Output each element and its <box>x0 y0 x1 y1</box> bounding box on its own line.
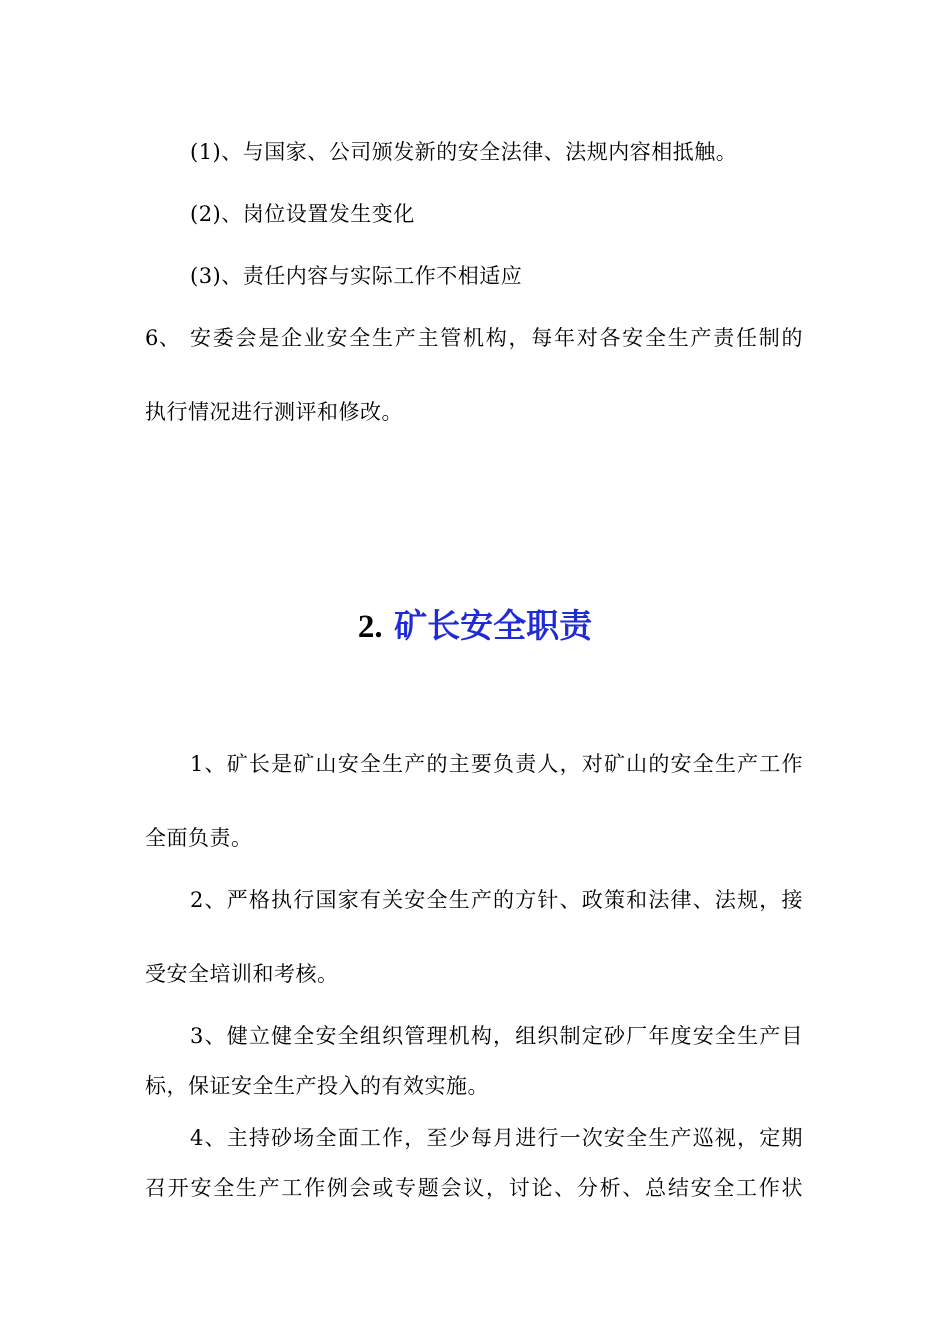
condition-item-2: (2)、岗位设置发生变化 <box>190 202 415 226</box>
item-6-line-2: 执行情况进行测评和修改。 <box>145 400 403 424</box>
condition-item-1: (1)、与国家、公司颁发新的安全法律、法规内容相抵触。 <box>190 140 738 164</box>
duty-2-line-2: 受安全培训和考核。 <box>145 962 339 986</box>
duty-1-line-2: 全面负责。 <box>145 826 253 850</box>
duty-3-line-2: 标，保证安全生产投入的有效实施。 <box>145 1074 489 1098</box>
item-6-number: 6、 <box>145 326 181 350</box>
duty-3-line-1: 3、健立健全安全组织管理机构，组织制定砂厂年度安全生产目 <box>190 1024 803 1048</box>
duty-4-line-1: 4、主持砂场全面工作，至少每月进行一次安全生产巡视，定期 <box>190 1126 803 1150</box>
duty-4-line-2: 召开安全生产工作例会或专题会议，讨论、分析、总结安全工作状 <box>145 1176 803 1200</box>
duty-1-line-1: 1、矿长是矿山安全生产的主要负责人，对矿山的安全生产工作 <box>190 752 803 776</box>
section-title: 矿长安全职责 <box>394 606 593 645</box>
duty-2-line-1: 2、严格执行国家有关安全生产的方针、政策和法律、法规，接 <box>190 888 803 912</box>
section-number: 2. <box>357 609 383 645</box>
condition-item-3: (3)、责任内容与实际工作不相适应 <box>190 264 523 288</box>
item-6-line-1: 安委会是企业安全生产主管机构，每年对各安全生产责任制的 <box>190 326 803 350</box>
section-heading <box>0 604 950 649</box>
